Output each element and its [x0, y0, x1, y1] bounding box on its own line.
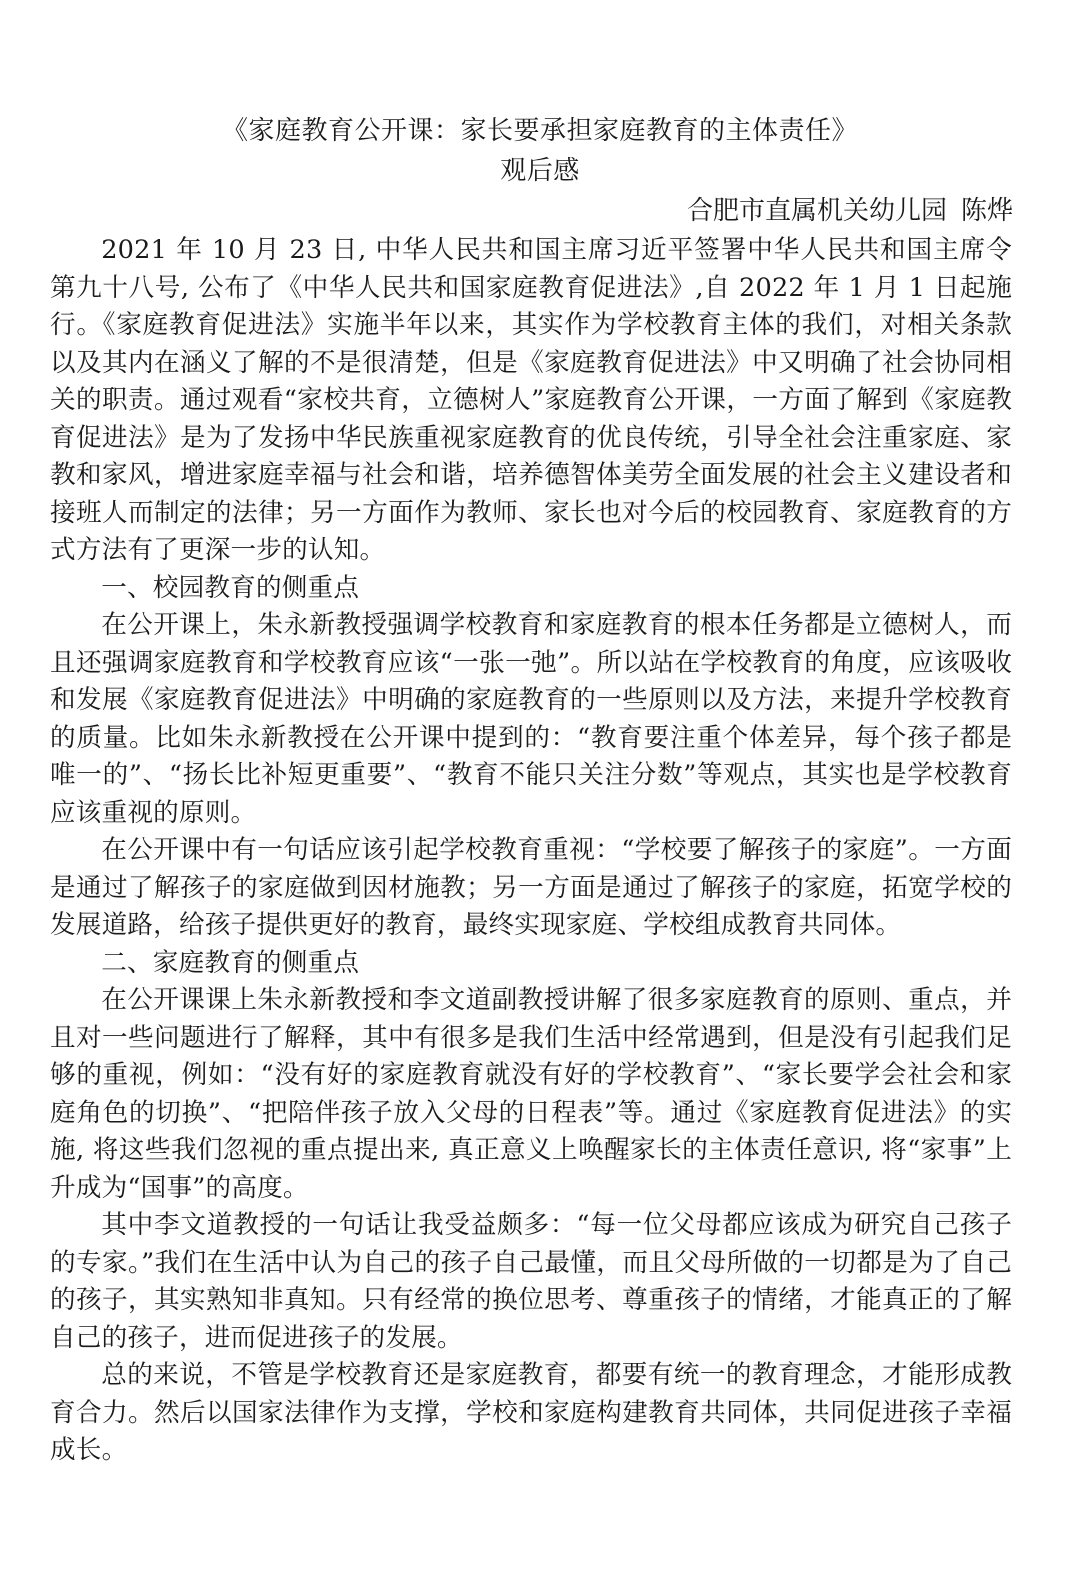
paragraph-family-2: 其中李文道教授的一句话让我受益颇多：“每一位父母都应该成为研究自己孩子的专家。”我们在生活中认为自己的孩子自己最懂，而且父母所做的一切都是为了自己的孩子，其实熟知非真知。只有经常的换位思考、尊重孩子的情绪，才能真正的了解自己的孩子，进而促进孩子的发展。	[50, 1210, 1012, 1353]
paragraph-family-1: 在公开课课上朱永新教授和李文道副教授讲解了很多家庭教育的原则、重点，并且对一些问题进行了解释，其中有很多是我们生活中经常遇到，但是没有引起我们足够的重视，例如：“没有好的家庭教育就没有好的学校教育”、“家长要学会社会和家庭角色的切换”、“把陪伴孩子放入父母的日程表”等。通过《家庭教育促进法》的实施, 将这些我们忽视的重点提出来, 真正意义上唤醒家长的主体责任意识, 将“家事”上升成为“国事”的高度。	[50, 985, 1012, 1203]
section-heading-school: 一、校园教育的侧重点	[101, 572, 360, 603]
paragraph-intro: 2021 年 10 月 23 日, 中华人民共和国主席习近平签署中华人民共和国主席令第九十八号, 公布了《中华人民共和国家庭教育促进法》,自 2022 年 1 月 1 日起施行。《家庭教育促进法》实施半年以来，其实作为学校教育主体的我们，对相关条款以及其内在涵义了解的不是很清楚，但是《家庭教育促进法》中又明确了社会协同相关的职责。通过观看“家校共育，立德树人”家庭教育公开课，一方面了解到《家庭教育促进法》是为了发扬中华民族重视家庭教育的优良传统，引导全社会注重家庭、家教和家风，增进家庭幸福与社会和谐，培养德智体美劳全面发展的社会主义建设者和接班人而制定的法律；另一方面作为教师、家长也对今后的校园教育、家庭教育的方式方法有了更深一步的认知。	[50, 235, 1012, 565]
paragraph-school-1: 在公开课上，朱永新教授强调学校教育和家庭教育的根本任务都是立德树人，而且还强调家庭教育和学校教育应该“一张一弛”。所以站在学校教育的角度，应该吸收和发展《家庭教育促进法》中明确的家庭教育的一些原则以及方法，来提升学校教育的质量。比如朱永新教授在公开课中提到的：“教育要注重个体差异，每个孩子都是唯一的”、“扬长比补短更重要”、“教育不能只关注分数”等观点，其实也是学校教育应该重视的原则。	[50, 610, 1012, 828]
document-body	[50, 232, 1012, 1470]
author-name: 陈烨	[960, 196, 1013, 226]
document-subtitle: 观后感	[500, 156, 580, 186]
section-heading-family: 二、家庭教育的侧重点	[101, 947, 360, 978]
paragraph-conclusion: 总的来说，不管是学校教育还是家庭教育，都要有统一的教育理念，才能形成教育合力。然后以国家法律作为支撑，学校和家庭构建教育共同体，共同促进孩子幸福成长。	[50, 1360, 1012, 1465]
paragraph-school-2: 在公开课中有一句话应该引起学校教育重视：“学校要了解孩子的家庭”。一方面是通过了解孩子的家庭做到因材施教；另一方面是通过了解孩子的家庭，拓宽学校的发展道路，给孩子提供更好的教育，最终实现家庭、学校组成教育共同体。	[50, 835, 1012, 940]
document-title: 《家庭教育公开课：家长要承担家庭教育的主体责任》	[221, 116, 858, 146]
author-organization: 合肥市直属机关幼儿园	[686, 196, 947, 226]
author-line	[687, 194, 1013, 228]
